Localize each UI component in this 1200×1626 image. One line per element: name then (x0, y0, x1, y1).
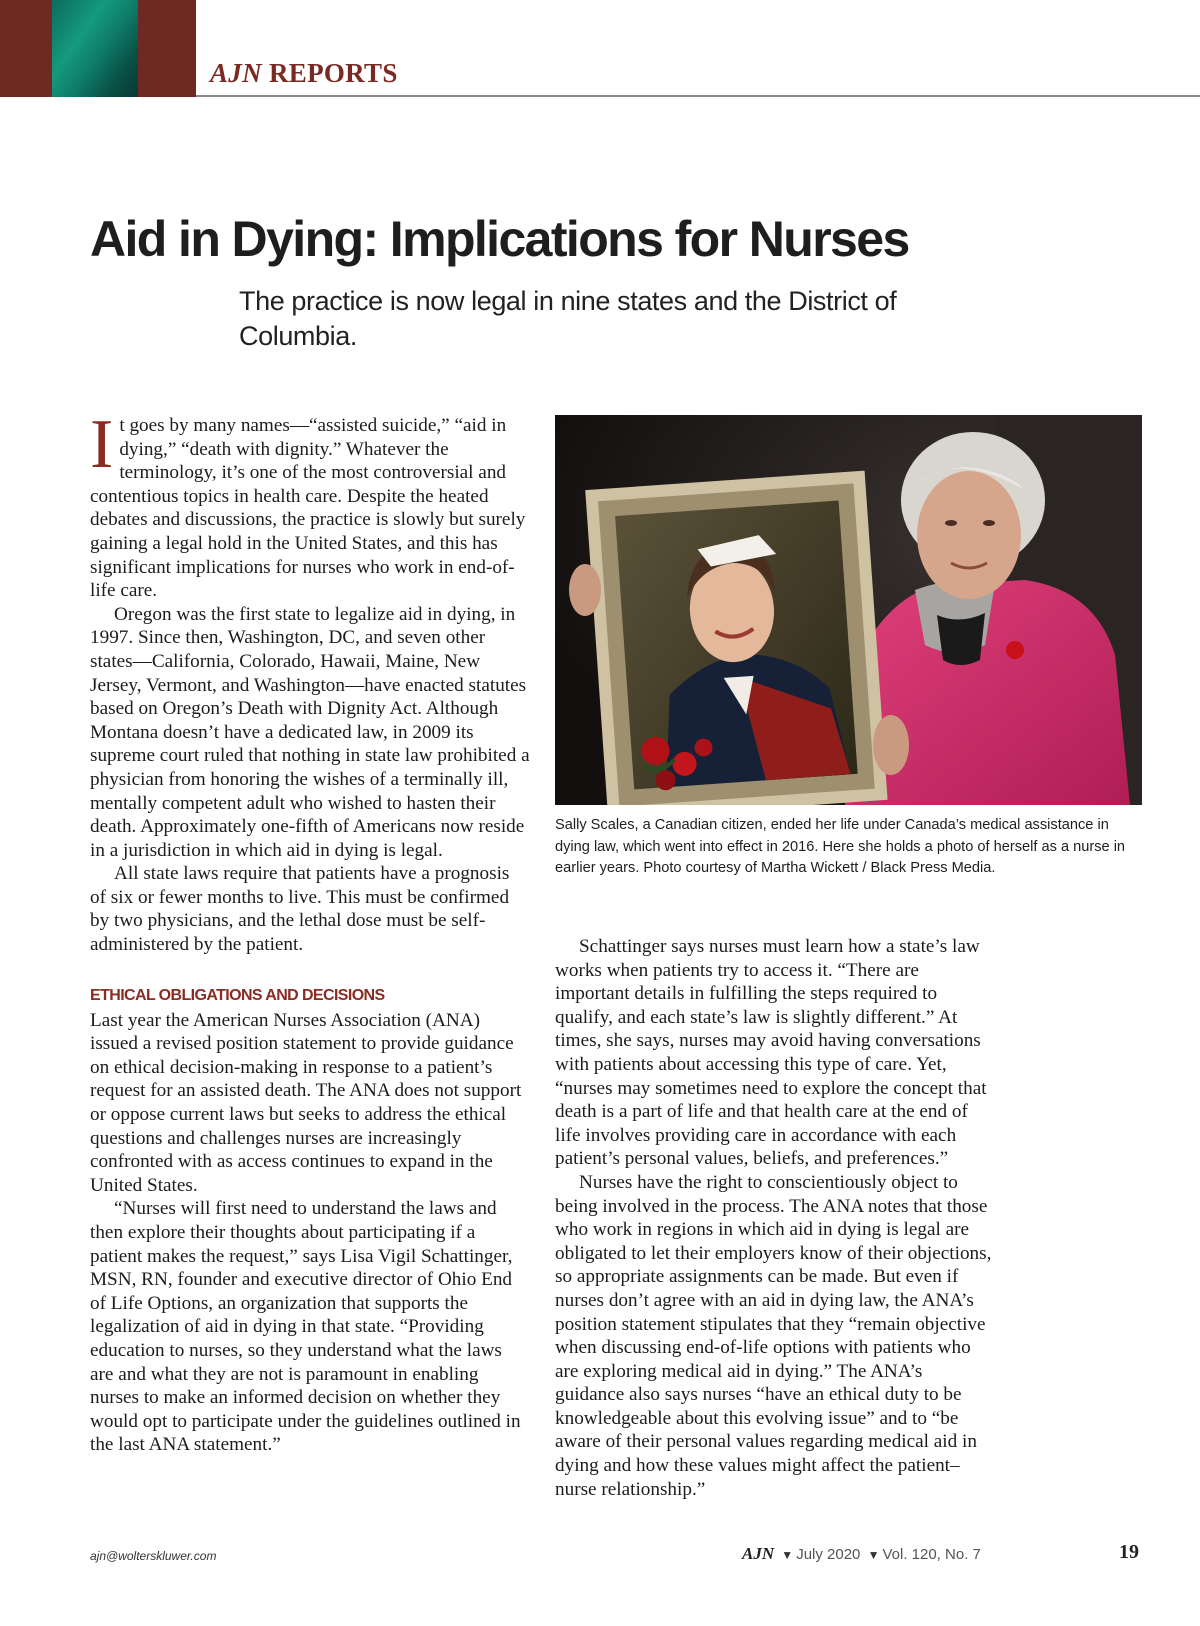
section-label-prefix: AJN (210, 58, 262, 88)
header-rule (196, 95, 1200, 97)
right-column (555, 935, 995, 1501)
separator-icon: ▼ (781, 1548, 794, 1562)
photo-illustration (555, 415, 1142, 805)
paragraph-text: t goes by many names—“assisted suicide,” “aid in dying,” “death with dignity.” Whatever the terminology, it’s one of the most controversial and contentious topics in health care. Despite the heated debates and discussions, the practice is slowly but surely gaining a legal hold in the United States, and this has significant implications for nurses who work in end-of-life care. (90, 415, 526, 602)
article-photo (555, 415, 1142, 805)
article-title: Aid in Dying: Implications for Nurses (90, 211, 909, 267)
volume-info: Vol. 120, No. 7 (882, 1546, 981, 1563)
footer-email: ajn@wolterskluwer.com (90, 1549, 217, 1563)
photo-caption: Sally Scales, a Canadian citizen, ended her life under Canada’s medical assistance in dying law, which went into effect in 2016. Here she holds a photo of herself as a nurse in earlier years. Photo courtesy of Martha Wickett / Black Press Media. (555, 817, 1126, 876)
body-paragraph (90, 406, 530, 603)
page-number: 19 (1119, 1541, 1139, 1563)
section-label (210, 58, 398, 89)
body-paragraph: Schattinger says nurses must learn how a state’s law works when patients try to access it. “There are important details in fulfilling the steps required to qualify, and each state’s law is slightly different.” At times, she says, nurses may avoid having conversations with patients about accessing this type of care. Yet, “nurses may sometimes need to explore the concept that death is a part of life and that health care at the end of life involves providing care in accordance with each patient’s personal values, beliefs, and preferences.” (555, 936, 987, 1170)
header-color-bar-right (138, 0, 196, 97)
body-paragraph: “Nurses will first need to understand the laws and then explore their thoughts about participating if a patient makes the request,” says Lisa Vigil Schattinger, MSN, RN, founder and executive director of Ohio End of Life Options, an organization that supports the legalization of aid in dying in that state. “Providing education to nurses, so they understand what the laws are and what they are not is paramount in enabling nurses to make an informed decision on whether they would opt to participate under the guidelines outlined in the last ANA statement.” (90, 1198, 521, 1456)
drop-cap: I (90, 406, 114, 483)
issue-date: July 2020 (796, 1546, 861, 1563)
footer-journal-info (742, 1544, 981, 1564)
section-label-suffix: REPORTS (261, 58, 398, 88)
body-paragraph: Oregon was the first state to legalize aid in dying, in 1997. Since then, Washington, DC, and seven other states—California, Colorado, Hawaii, Maine, New Jersey, Vermont, and Washington—have enacted statutes based on Oregon’s Death with Dignity Act. Although Montana doesn’t have a dedicated law, in 2009 its supreme court ruled that nothing in state law prohibited a physician from honoring the wishes of a terminally ill, mentally competent adult who wished to hasten their death. Approximately one-fifth of Americans now reside in a jurisdiction in which aid in dying is legal. (90, 603, 530, 861)
header-art-image (52, 0, 138, 97)
left-column (90, 406, 530, 1457)
body-paragraph: All state laws require that patients have a prognosis of six or fewer months to live. This must be confirmed by two physicians, and the lethal dose must be self-administered by the patient. (90, 863, 510, 956)
body-paragraph: Last year the American Nurses Association (ANA) issued a revised position statement to provide guidance on ethical decision-making in response to a patient’s request for an assisted death. The ANA does not support or oppose current laws but seeks to address the ethical questions and challenges nurses are increasingly confronted with as access continues to expand in the United States. (90, 1009, 522, 1196)
journal-name: AJN (742, 1544, 775, 1563)
separator-icon: ▼ (867, 1548, 880, 1562)
section-subhead: ETHICAL OBLIGATIONS AND DECISIONS (90, 986, 385, 1004)
body-paragraph: Nurses have the right to conscientiously object to being involved in the process. The ANA notes that those who work in regions in which aid in dying is legal are obligated to let their employers know of their objections, so appropriate assignments can be made. But even if nurses don’t agree with an aid in dying law, the ANA’s position statement stipulates that they “remain objective when discussing end-of-life options with patients who are exploring medical aid in dying.” The ANA’s guidance also says nurses “have an ethical duty to be knowledgeable about this evolving issue” and to “be aware of their personal values regarding medical aid in dying and how these values might affect the patient–nurse relationship.” (555, 1171, 992, 1500)
header-color-bar (0, 0, 52, 97)
article-deck: The practice is now legal in nine states and the District of Columbia. (239, 286, 897, 351)
poppy-pin (1006, 641, 1024, 659)
